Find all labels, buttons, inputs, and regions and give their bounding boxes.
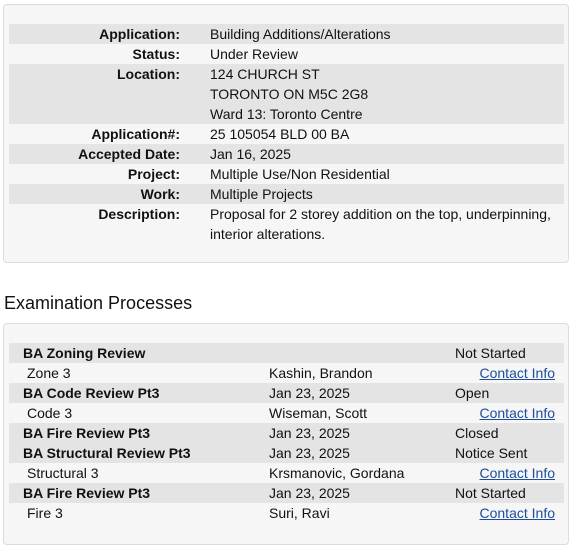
- examiner-name: Kashin, Brandon: [269, 365, 373, 381]
- process-name: BA Code Review Pt3: [9, 383, 269, 403]
- application-number-row: [9, 124, 564, 144]
- description-row: [9, 204, 564, 244]
- contact-info-cell: [455, 463, 564, 483]
- project-value: Multiple Use/Non Residential: [210, 166, 390, 182]
- process-sub-name: Code 3: [27, 405, 73, 421]
- address-ward: Ward 13: Toronto Centre: [210, 106, 363, 122]
- contact-info-link[interactable]: Contact Info: [479, 365, 555, 381]
- address-street: 124 CHURCH ST: [210, 66, 320, 82]
- process-row: [9, 383, 564, 403]
- accepted-date-value: Jan 16, 2025: [210, 144, 564, 164]
- location-label: Location:: [9, 64, 210, 124]
- process-row: [9, 423, 564, 443]
- process-sub-name: Zone 3: [27, 365, 71, 381]
- process-date: Jan 23, 2025: [269, 443, 455, 463]
- process-date: Jan 23, 2025: [269, 423, 455, 443]
- process-date: Jan 23, 2025: [269, 383, 455, 403]
- contact-info-link[interactable]: Contact Info: [479, 405, 555, 421]
- process-date: Jan 23, 2025: [269, 483, 455, 503]
- process-date: [269, 343, 455, 363]
- examiner-name: Suri, Ravi: [269, 505, 330, 521]
- process-status: Open: [455, 383, 564, 403]
- status-row: [9, 44, 564, 64]
- process-row: [9, 443, 564, 463]
- process-detail-row: [9, 503, 564, 523]
- project-row: [9, 164, 564, 184]
- process-row: [9, 343, 564, 363]
- application-details-panel: [3, 4, 569, 263]
- application-details-table: [9, 24, 564, 244]
- application-number-label: Application#:: [91, 126, 180, 142]
- process-detail-row: [9, 463, 564, 483]
- contact-info-link[interactable]: Contact Info: [479, 505, 555, 521]
- process-name: BA Structural Review Pt3: [9, 443, 269, 463]
- process-status: Not Started: [455, 343, 564, 363]
- project-label: Project:: [127, 166, 180, 182]
- application-number-value: 25 105054 BLD 00 BA: [210, 126, 350, 142]
- examiner-name: Krsmanovic, Gordana: [269, 465, 405, 481]
- process-detail-row: [9, 403, 564, 423]
- status-label: Status:: [132, 46, 180, 62]
- process-sub-name: Fire 3: [27, 505, 63, 521]
- accepted-date-row: [9, 144, 564, 164]
- contact-info-cell: [455, 503, 564, 523]
- process-status: Not Started: [455, 483, 564, 503]
- examination-processes-panel: [3, 323, 569, 545]
- location-value: [210, 64, 564, 124]
- examination-processes-heading: Examination Processes: [4, 293, 193, 313]
- process-name: BA Zoning Review: [9, 343, 269, 363]
- description-value: Proposal for 2 storey addition on the top, underpinning, interior alterations.: [210, 206, 551, 242]
- examiner-name: Wiseman, Scott: [269, 405, 368, 421]
- contact-info-cell: [455, 363, 564, 383]
- process-row: [9, 483, 564, 503]
- location-row: [9, 64, 564, 124]
- work-label: Work:: [9, 184, 210, 204]
- work-value: Multiple Projects: [210, 184, 564, 204]
- address-city: TORONTO ON M5C 2G8: [210, 86, 369, 102]
- status-value: Under Review: [210, 46, 298, 62]
- process-name: BA Fire Review Pt3: [9, 423, 269, 443]
- process-name: BA Fire Review Pt3: [9, 483, 269, 503]
- contact-info-cell: [455, 403, 564, 423]
- process-detail-row: [9, 363, 564, 383]
- process-sub-name: Structural 3: [27, 465, 99, 481]
- application-row: [9, 24, 564, 44]
- description-label: Description:: [98, 206, 180, 222]
- process-status: Notice Sent: [455, 443, 564, 463]
- examination-processes-table: [9, 343, 564, 523]
- application-value: Building Additions/Alterations: [210, 24, 564, 44]
- application-label: Application:: [9, 24, 210, 44]
- accepted-date-label: Accepted Date:: [9, 144, 210, 164]
- contact-info-link[interactable]: Contact Info: [479, 465, 555, 481]
- process-status: Closed: [455, 423, 564, 443]
- work-row: [9, 184, 564, 204]
